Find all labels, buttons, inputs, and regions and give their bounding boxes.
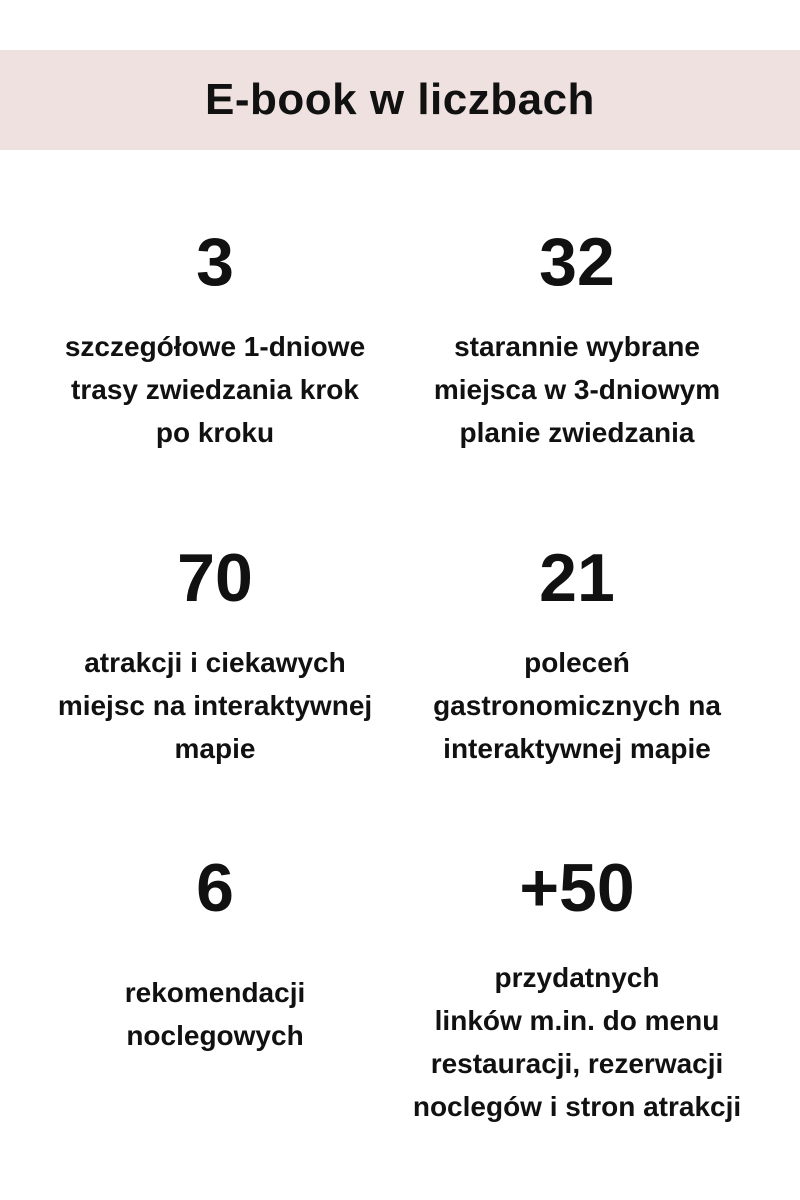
stat-value: 6 bbox=[196, 850, 234, 926]
stat-card-attractions bbox=[35, 540, 395, 770]
stat-description: atrakcji i ciekawych miejsc na interaktywnej mapie bbox=[57, 647, 373, 764]
stat-card-links bbox=[397, 850, 757, 1128]
stat-description: rekomendacji noclegowych bbox=[124, 977, 306, 1051]
stat-description: przydatnych linków m.in. do menu restauracji, rezerwacji noclegów i stron atrakcji bbox=[412, 962, 742, 1122]
stat-card-accommodation bbox=[35, 850, 395, 1057]
stat-card-routes bbox=[35, 224, 395, 454]
stat-value: +50 bbox=[519, 850, 635, 926]
stat-value: 70 bbox=[177, 540, 253, 616]
stat-card-gastronomy bbox=[397, 540, 757, 770]
stat-value: 3 bbox=[196, 224, 234, 300]
page-title: E-book w liczbach bbox=[205, 75, 595, 124]
stat-card-places bbox=[397, 224, 757, 454]
stat-description: szczegółowe 1-dniowe trasy zwiedzania krok po kroku bbox=[64, 331, 366, 448]
stat-value: 32 bbox=[539, 224, 615, 300]
stat-description: poleceń gastronomicznych na interaktywnej mapie bbox=[433, 647, 721, 764]
title-banner bbox=[0, 50, 800, 150]
stat-description: starannie wybrane miejsca w 3-dniowym planie zwiedzania bbox=[433, 331, 721, 448]
stat-value: 21 bbox=[539, 540, 615, 616]
